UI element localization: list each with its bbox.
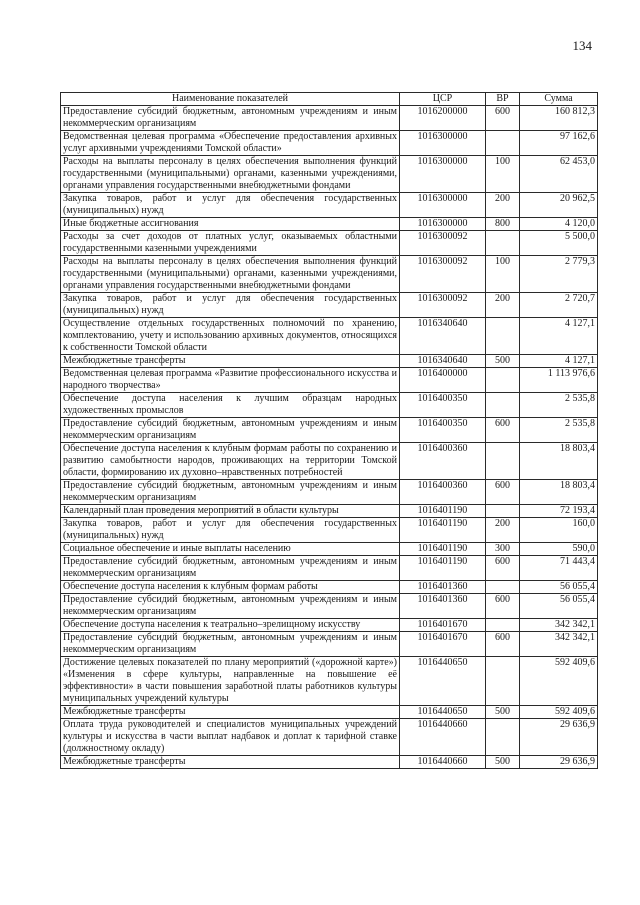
table-row bbox=[61, 756, 598, 769]
row-vr-cell bbox=[486, 443, 520, 480]
row-vr-cell: 500 bbox=[486, 756, 520, 769]
row-vr-cell: 200 bbox=[486, 293, 520, 318]
row-vr-cell: 500 bbox=[486, 355, 520, 368]
row-csr-cell: 1016440660 bbox=[400, 756, 486, 769]
row-vr-cell bbox=[486, 657, 520, 706]
row-name-cell: Ведомственная целевая программа «Обеспечение предоставления архивных услуг архивными учреждениями Томской области» bbox=[61, 131, 400, 156]
table-row bbox=[61, 505, 598, 518]
row-sum-cell: 342 342,1 bbox=[520, 619, 598, 632]
row-name-cell: Межбюджетные трансферты bbox=[61, 706, 400, 719]
row-sum-cell: 62 453,0 bbox=[520, 156, 598, 193]
table-row bbox=[61, 594, 598, 619]
row-sum-cell: 97 162,6 bbox=[520, 131, 598, 156]
row-csr-cell: 1016300000 bbox=[400, 131, 486, 156]
row-vr-cell bbox=[486, 131, 520, 156]
table-row bbox=[61, 556, 598, 581]
row-sum-cell: 71 443,4 bbox=[520, 556, 598, 581]
row-sum-cell: 342 342,1 bbox=[520, 632, 598, 657]
table-row bbox=[61, 706, 598, 719]
row-csr-cell: 1016401190 bbox=[400, 556, 486, 581]
row-csr-cell: 1016300000 bbox=[400, 156, 486, 193]
table-body bbox=[61, 106, 598, 769]
row-name-cell: Расходы на выплаты персоналу в целях обеспечения выполнения функций государственными (муниципальными) органами, казенными учреждениями, органами управления государственными внебюджетными фондами bbox=[61, 256, 400, 293]
row-csr-cell: 1016401360 bbox=[400, 594, 486, 619]
table-row bbox=[61, 256, 598, 293]
row-vr-cell bbox=[486, 368, 520, 393]
row-sum-cell: 5 500,0 bbox=[520, 231, 598, 256]
row-csr-cell: 1016440650 bbox=[400, 657, 486, 706]
row-vr-cell: 200 bbox=[486, 193, 520, 218]
row-sum-cell: 1 113 976,6 bbox=[520, 368, 598, 393]
row-vr-cell: 600 bbox=[486, 418, 520, 443]
row-csr-cell: 1016340640 bbox=[400, 318, 486, 355]
row-name-cell: Обеспечение доступа населения к театрально–зрелищному искусству bbox=[61, 619, 400, 632]
row-vr-cell: 600 bbox=[486, 632, 520, 657]
row-vr-cell: 600 bbox=[486, 594, 520, 619]
table-row bbox=[61, 719, 598, 756]
table-row bbox=[61, 106, 598, 131]
row-name-cell: Календарный план проведения мероприятий в области культуры bbox=[61, 505, 400, 518]
row-vr-cell: 600 bbox=[486, 556, 520, 581]
row-vr-cell: 200 bbox=[486, 518, 520, 543]
table-row bbox=[61, 393, 598, 418]
row-name-cell: Предоставление субсидий бюджетным, автономным учреждениям и иным некоммерческим организациям bbox=[61, 418, 400, 443]
row-sum-cell: 4 120,0 bbox=[520, 218, 598, 231]
row-sum-cell: 2 779,3 bbox=[520, 256, 598, 293]
row-sum-cell: 2 535,8 bbox=[520, 393, 598, 418]
row-csr-cell: 1016401190 bbox=[400, 543, 486, 556]
row-vr-cell: 100 bbox=[486, 256, 520, 293]
row-name-cell: Обеспечение доступа населения к лучшим образцам народных художественных промыслов bbox=[61, 393, 400, 418]
table-row bbox=[61, 632, 598, 657]
table-row bbox=[61, 480, 598, 505]
table-row bbox=[61, 657, 598, 706]
row-sum-cell: 29 636,9 bbox=[520, 719, 598, 756]
row-vr-cell: 800 bbox=[486, 218, 520, 231]
row-sum-cell: 592 409,6 bbox=[520, 706, 598, 719]
table-row bbox=[61, 156, 598, 193]
row-vr-cell: 600 bbox=[486, 480, 520, 505]
page-number: 134 bbox=[572, 38, 592, 53]
budget-table bbox=[60, 92, 598, 769]
row-csr-cell: 1016300000 bbox=[400, 193, 486, 218]
row-csr-cell: 1016440650 bbox=[400, 706, 486, 719]
row-sum-cell: 590,0 bbox=[520, 543, 598, 556]
row-sum-cell: 2 535,8 bbox=[520, 418, 598, 443]
row-vr-cell: 300 bbox=[486, 543, 520, 556]
row-vr-cell bbox=[486, 231, 520, 256]
row-vr-cell: 100 bbox=[486, 156, 520, 193]
row-csr-cell: 1016300000 bbox=[400, 218, 486, 231]
row-name-cell: Предоставление субсидий бюджетным, автономным учреждениям и иным некоммерческим организациям bbox=[61, 556, 400, 581]
table-row bbox=[61, 293, 598, 318]
row-sum-cell: 592 409,6 bbox=[520, 657, 598, 706]
row-csr-cell: 1016300092 bbox=[400, 293, 486, 318]
row-csr-cell: 1016300092 bbox=[400, 256, 486, 293]
row-name-cell: Обеспечение доступа населения к клубным формам работы по сохранению и развитию самобытности народов, проживающих на территории Томской области, формированию их духовно–нравственных потребностей bbox=[61, 443, 400, 480]
table-row bbox=[61, 581, 598, 594]
row-csr-cell: 1016440660 bbox=[400, 719, 486, 756]
row-vr-cell bbox=[486, 505, 520, 518]
row-sum-cell: 20 962,5 bbox=[520, 193, 598, 218]
row-sum-cell: 160,0 bbox=[520, 518, 598, 543]
header-csr: ЦСР bbox=[400, 93, 486, 106]
table-row bbox=[61, 355, 598, 368]
row-name-cell: Ведомственная целевая программа «Развитие профессионального искусства и народного творчества» bbox=[61, 368, 400, 393]
row-name-cell: Предоставление субсидий бюджетным, автономным учреждениям и иным некоммерческим организациям bbox=[61, 594, 400, 619]
row-csr-cell: 1016401190 bbox=[400, 518, 486, 543]
row-vr-cell bbox=[486, 581, 520, 594]
row-name-cell: Закупка товаров, работ и услуг для обеспечения государственных (муниципальных) нужд bbox=[61, 193, 400, 218]
row-sum-cell: 56 055,4 bbox=[520, 581, 598, 594]
row-name-cell: Осуществление отдельных государственных полномочий по хранению, комплектованию, учету и использованию архивных документов, относящихся к собственности Томской области bbox=[61, 318, 400, 355]
table-row bbox=[61, 619, 598, 632]
row-name-cell: Расходы за счет доходов от платных услуг, оказываемых областными государственными казенными учреждениями bbox=[61, 231, 400, 256]
row-name-cell: Обеспечение доступа населения к клубным формам работы bbox=[61, 581, 400, 594]
row-vr-cell bbox=[486, 393, 520, 418]
table-row bbox=[61, 218, 598, 231]
row-sum-cell: 18 803,4 bbox=[520, 443, 598, 480]
table-row bbox=[61, 443, 598, 480]
row-vr-cell bbox=[486, 619, 520, 632]
row-name-cell: Достижение целевых показателей по плану мероприятий («дорожной карте») «Изменения в сфере культуры, направленные на повышение её эффективности» в части повышения заработной платы работников культуры муниципальных учреждений культуры bbox=[61, 657, 400, 706]
row-name-cell: Закупка товаров, работ и услуг для обеспечения государственных (муниципальных) нужд bbox=[61, 293, 400, 318]
table-row bbox=[61, 193, 598, 218]
row-name-cell: Предоставление субсидий бюджетным, автономным учреждениям и иным некоммерческим организациям bbox=[61, 480, 400, 505]
row-vr-cell: 500 bbox=[486, 706, 520, 719]
table-row bbox=[61, 318, 598, 355]
row-sum-cell: 29 636,9 bbox=[520, 756, 598, 769]
row-csr-cell: 1016340640 bbox=[400, 355, 486, 368]
row-csr-cell: 1016400350 bbox=[400, 393, 486, 418]
row-csr-cell: 1016200000 bbox=[400, 106, 486, 131]
row-name-cell: Расходы на выплаты персоналу в целях обеспечения выполнения функций государственными (муниципальными) органами, казенными учреждениями, органами управления государственными внебюджетными фондами bbox=[61, 156, 400, 193]
row-name-cell: Межбюджетные трансферты bbox=[61, 756, 400, 769]
row-vr-cell bbox=[486, 318, 520, 355]
table-row bbox=[61, 518, 598, 543]
header-vr: ВР bbox=[486, 93, 520, 106]
row-csr-cell: 1016300092 bbox=[400, 231, 486, 256]
row-sum-cell: 160 812,3 bbox=[520, 106, 598, 131]
table-row bbox=[61, 543, 598, 556]
row-sum-cell: 4 127,1 bbox=[520, 318, 598, 355]
row-sum-cell: 56 055,4 bbox=[520, 594, 598, 619]
row-name-cell: Предоставление субсидий бюджетным, автономным учреждениям и иным некоммерческим организациям bbox=[61, 632, 400, 657]
row-sum-cell: 2 720,7 bbox=[520, 293, 598, 318]
row-csr-cell: 1016400350 bbox=[400, 418, 486, 443]
row-name-cell: Предоставление субсидий бюджетным, автономным учреждениям и иным некоммерческим организациям bbox=[61, 106, 400, 131]
row-vr-cell bbox=[486, 719, 520, 756]
row-csr-cell: 1016401670 bbox=[400, 619, 486, 632]
row-name-cell: Закупка товаров, работ и услуг для обеспечения государственных (муниципальных) нужд bbox=[61, 518, 400, 543]
row-csr-cell: 1016401190 bbox=[400, 505, 486, 518]
header-name: Наименование показателей bbox=[61, 93, 400, 106]
row-name-cell: Социальное обеспечение и иные выплаты населению bbox=[61, 543, 400, 556]
row-csr-cell: 1016400360 bbox=[400, 480, 486, 505]
table-row bbox=[61, 418, 598, 443]
row-csr-cell: 1016401670 bbox=[400, 632, 486, 657]
row-csr-cell: 1016400360 bbox=[400, 443, 486, 480]
table-row bbox=[61, 131, 598, 156]
row-sum-cell: 4 127,1 bbox=[520, 355, 598, 368]
row-sum-cell: 18 803,4 bbox=[520, 480, 598, 505]
row-name-cell: Межбюджетные трансферты bbox=[61, 355, 400, 368]
row-csr-cell: 1016400000 bbox=[400, 368, 486, 393]
row-sum-cell: 72 193,4 bbox=[520, 505, 598, 518]
table-row bbox=[61, 368, 598, 393]
header-sum: Сумма bbox=[520, 93, 598, 106]
table-row bbox=[61, 231, 598, 256]
table-header-row bbox=[61, 93, 598, 106]
row-name-cell: Оплата труда руководителей и специалистов муниципальных учреждений культуры и искусства в части выплат надбавок и доплат к тарифной ставке (должностному окладу) bbox=[61, 719, 400, 756]
row-csr-cell: 1016401360 bbox=[400, 581, 486, 594]
row-name-cell: Иные бюджетные ассигнования bbox=[61, 218, 400, 231]
row-vr-cell: 600 bbox=[486, 106, 520, 131]
